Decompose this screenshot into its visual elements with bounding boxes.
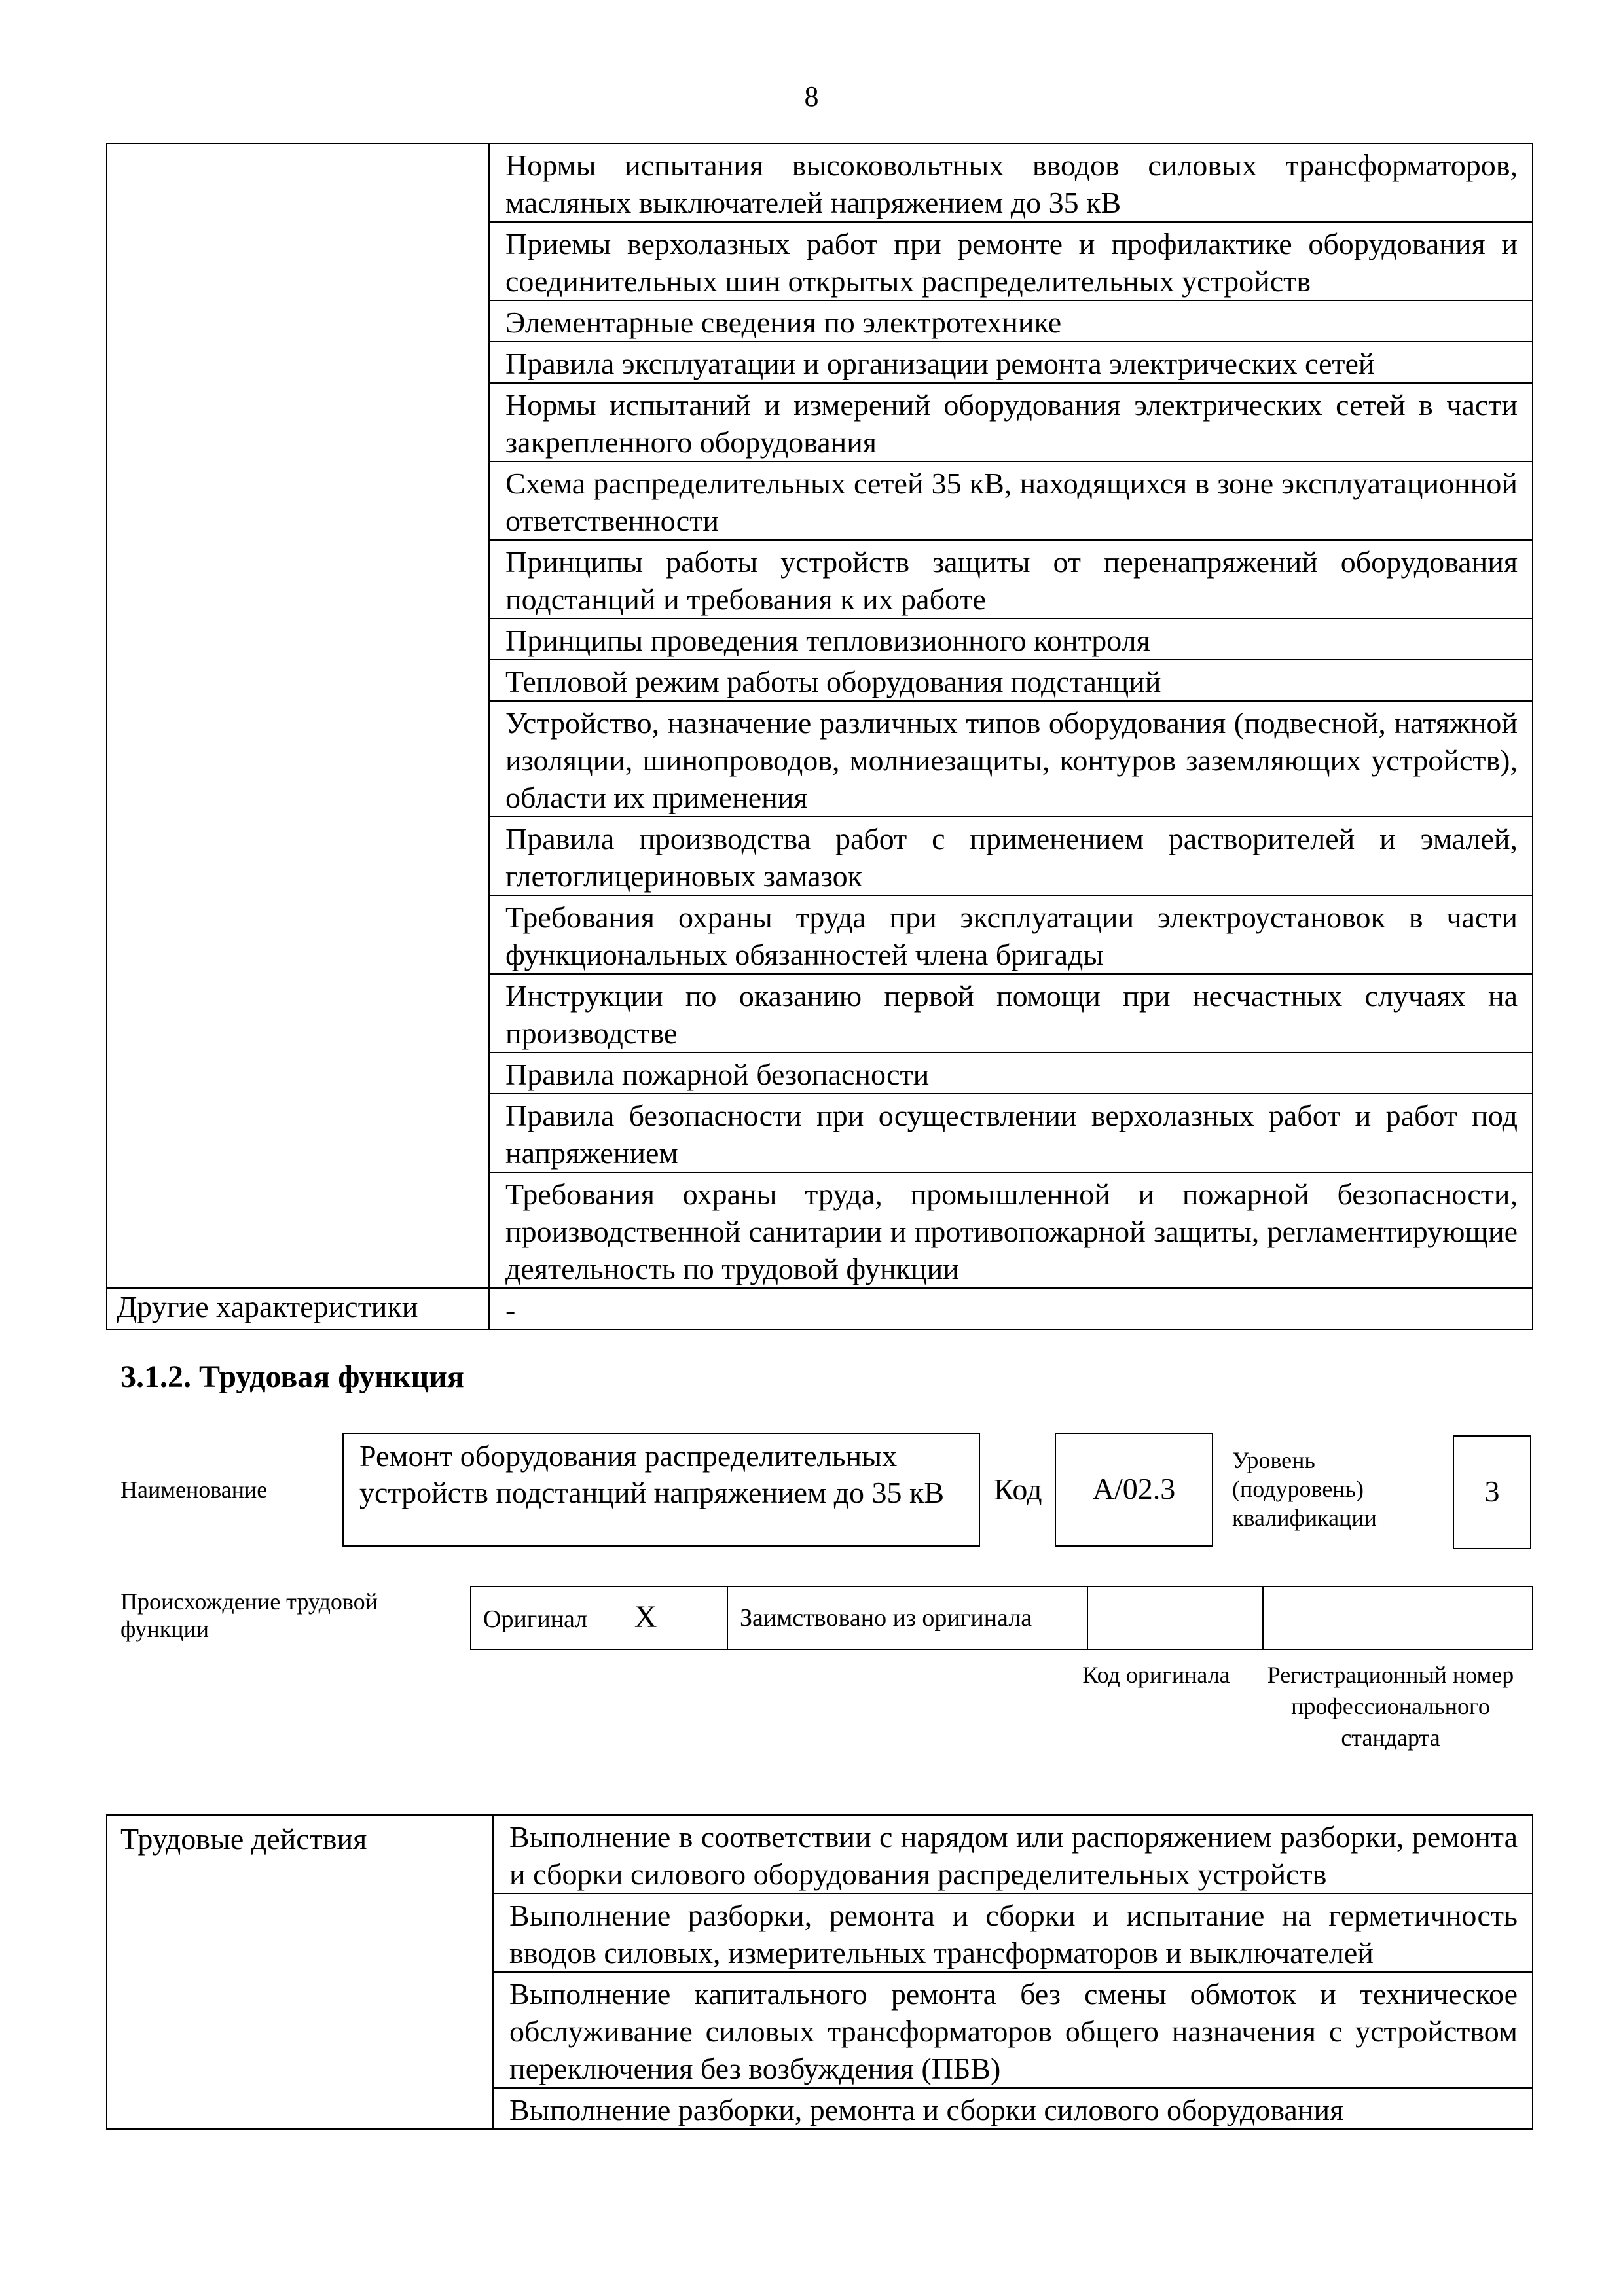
- code-original-cell: [1087, 1587, 1263, 1649]
- level-box: [1453, 1435, 1531, 1549]
- reg-number-caption: Регистрационный номер профессионального стандарта: [1267, 1662, 1514, 1751]
- actions-label: Трудовые действия: [107, 1815, 493, 2129]
- section-heading: 3.1.2. Трудовая функция: [120, 1359, 464, 1394]
- original-label: Оригинал: [483, 1605, 588, 1633]
- knowledge-item: Принципы проведения тепловизионного контроля: [489, 619, 1533, 660]
- origin-label: Происхождение трудовой функции: [120, 1588, 378, 1642]
- action-item: Выполнение капитального ремонта без смены обмоток и техническое обслуживание силовых трансформаторов общего назначения с устройством переключения без возбуждения (ПБВ): [493, 1972, 1533, 2088]
- knowledge-item: Инструкции по оказанию первой помощи при несчастных случаях на производстве: [489, 974, 1533, 1052]
- table-row: [471, 1587, 1533, 1649]
- knowledge-item: Нормы испытаний и измерений оборудования электрических сетей в части закрепленного оборудования: [489, 383, 1533, 461]
- knowledge-item: Нормы испытания высоковольтных вводов силовых трансформаторов, масляных выключателей напряжением до 35 кВ: [489, 143, 1533, 222]
- knowledge-table: [106, 143, 1533, 1330]
- table-row: [107, 1815, 1533, 1893]
- origin-original-cell: [471, 1587, 727, 1649]
- original-mark: X: [634, 1599, 657, 1634]
- table-row: [107, 143, 1533, 222]
- action-item: Выполнение в соответствии с нарядом или распоряжением разборки, ремонта и сборки силового оборудования распределительных устройств: [493, 1815, 1533, 1893]
- knowledge-item: Требования охраны труда, промышленной и пожарной безопасности, производственной санитарии и противопожарной защиты, регламентирующие деятельность по трудовой функции: [489, 1172, 1533, 1288]
- knowledge-item: Правила эксплуатации и организации ремонта электрических сетей: [489, 342, 1533, 383]
- level-label: Уровень (подуровень) квалификации: [1232, 1447, 1377, 1531]
- other-characteristics-label: Другие характеристики: [107, 1288, 489, 1329]
- knowledge-item: Приемы верхолазных работ при ремонте и профилактике оборудования и соединительных шин открытых распределительных устройств: [489, 222, 1533, 300]
- other-characteristics-value: -: [489, 1288, 1533, 1329]
- action-item: Выполнение разборки, ремонта и сборки силового оборудования: [493, 2088, 1533, 2129]
- name-value: Ремонт оборудования распределительных устройств подстанций напряжением до 35 кВ: [359, 1439, 945, 1509]
- knowledge-item: Схема распределительных сетей 35 кВ, находящихся в зоне эксплуатационной ответственности: [489, 461, 1533, 540]
- action-item: Выполнение разборки, ремонта и сборки и испытание на герметичность вводов силовых, измерительных трансформаторов и выключателей: [493, 1893, 1533, 1972]
- name-box: [342, 1433, 980, 1547]
- level-value: 3: [1484, 1475, 1500, 1508]
- knowledge-item: Правила безопасности при осуществлении верхолазных работ и работ под напряжением: [489, 1094, 1533, 1172]
- borrowed-label: Заимствовано из оригинала: [740, 1604, 1032, 1632]
- borrowed-cell: [727, 1587, 1087, 1649]
- knowledge-label-cell: [107, 143, 489, 1288]
- knowledge-item: Правила пожарной безопасности: [489, 1052, 1533, 1094]
- knowledge-item: Требования охраны труда при эксплуатации электроустановок в части функциональных обязанностей члена бригады: [489, 895, 1533, 974]
- code-value: A/02.3: [1092, 1472, 1176, 1505]
- actions-table: [106, 1814, 1533, 2130]
- origin-table: [470, 1586, 1533, 1650]
- code-label: Код: [994, 1473, 1042, 1506]
- knowledge-item: Принципы работы устройств защиты от перенапряжений оборудования подстанций и требования к их работе: [489, 540, 1533, 619]
- page-number: 8: [804, 81, 819, 113]
- knowledge-item: Устройство, назначение различных типов оборудования (подвесной, натяжной изоляции, шинопроводов, молниезащиты, контуров заземляющих устройств), области их применения: [489, 701, 1533, 817]
- table-row: [107, 1288, 1533, 1329]
- knowledge-item: Правила производства работ с применением растворителей и эмалей, глетоглицериновых замазок: [489, 817, 1533, 895]
- knowledge-item: Тепловой режим работы оборудования подстанций: [489, 660, 1533, 701]
- reg-number-cell: [1263, 1587, 1533, 1649]
- knowledge-item: Элементарные сведения по электротехнике: [489, 300, 1533, 342]
- name-label: Наименование: [120, 1477, 268, 1503]
- code-box: [1055, 1433, 1213, 1547]
- code-original-caption: Код оригинала: [1082, 1662, 1230, 1688]
